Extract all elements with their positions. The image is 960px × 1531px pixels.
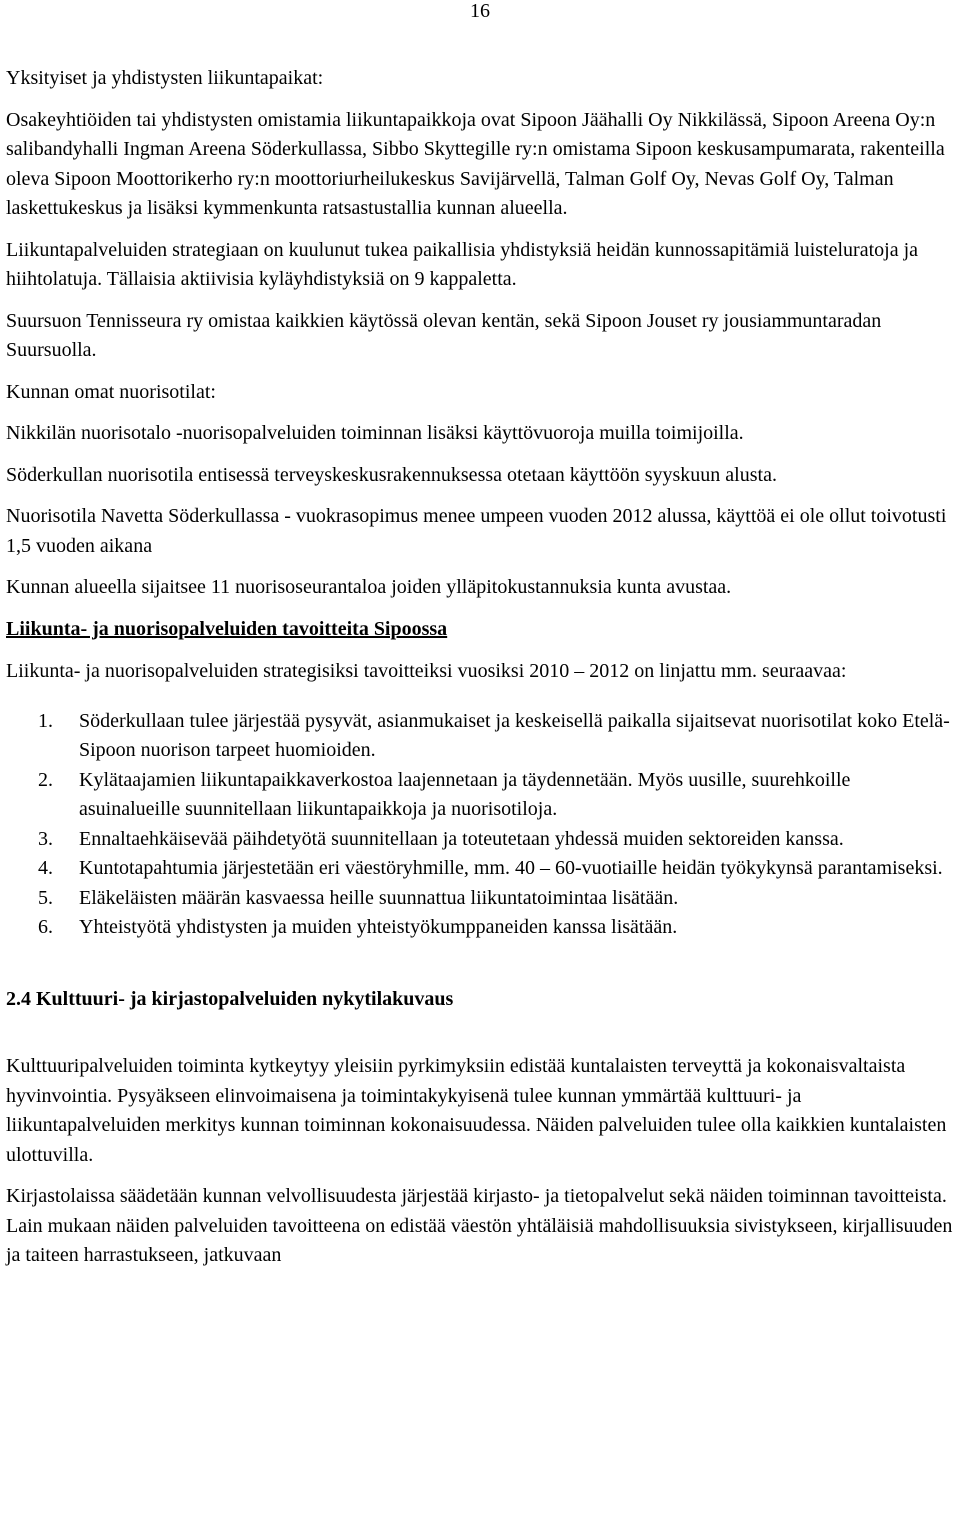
goal-item [6, 884, 954, 914]
goal-number: 6. [38, 916, 53, 938]
goal-number: 4. [38, 857, 53, 879]
paragraph-navetta-youth-space: Nuorisotila Navetta Söderkullassa - vuokrasopimus menee umpeen vuoden 2012 alussa, käyttöä ei ole ollut toivotusti 1,5 vuoden aikana [6, 505, 947, 557]
goal-text: Kuntotapahtumia järjestetään eri väestöryhmille, mm. 40 – 60-vuotiaille heidän työkykynsä parantamiseksi. [79, 857, 943, 879]
goal-item [6, 707, 954, 766]
goal-item [6, 854, 954, 884]
page-number: 16 [470, 0, 490, 22]
section-heading-culture-library: 2.4 Kulttuuri- ja kirjastopalveluiden nykytilakuvaus [6, 987, 454, 1010]
goal-text: Söderkullaan tulee järjestää pysyvät, asianmukaiset ja keskeisellä paikalla sijaitsevat nuorisotilat koko Etelä-Sipoon nuorison tarpeet huomioiden. [79, 709, 950, 761]
goal-item [6, 913, 954, 943]
heading-private-sports-venues: Yksityiset ja yhdistysten liikuntapaikat: [6, 67, 324, 89]
goal-text: Ennaltaehkäisevää päihdetyötä suunnitellaan ja toteutetaan yhdessä muiden sektoreiden kanssa. [79, 827, 844, 850]
paragraph-library-law: Kirjastolaissa säädetään kunnan velvollisuudesta järjestää kirjasto- ja tietopalvelut sekä näiden toiminnan tavoitteista. Lain mukaan näiden palveluiden tavoitteena on edistää väestön yhtäläisiä mahdollisuuksia sivistykseen, kirjallisuuden ja taiteen harrastukseen, jatkuvaan [6, 1185, 953, 1266]
goal-item [6, 766, 954, 825]
goal-number: 3. [38, 827, 53, 850]
heading-youth-facilities: Kunnan omat nuorisotilat: [6, 380, 216, 403]
paragraph-soderkulla-youth-space: Söderkullan nuorisotila entisessä terveyskeskusrakennuksessa otetaan käyttöön syyskuun alusta. [6, 463, 777, 486]
paragraph-culture-services: Kulttuuripalveluiden toiminta kytkeytyy yleisiin pyrkimyksiin edistää kuntalaisten terveyttä ja kokonaisvaltaista hyvinvointia. Pysyäkseen elinvoimaisena ja toimintakykyisenä tulee kunnan ymmärtää kulttuuri- ja liikuntapalveluiden merkitys kunnan toiminnan kokonaisuudessa. Näiden palveluiden tulee olla kaikkien kuntalaisten ulottuvilla. [6, 1055, 947, 1166]
goals-list [6, 707, 954, 943]
page-content [6, 64, 954, 1283]
paragraph-nikkila-youth-house: Nikkilän nuorisotalo -nuorisopalveluiden toiminnan lisäksi käyttövuoroja muilla toimijoilla. [6, 422, 744, 444]
goal-text: Eläkeläisten määrän kasvaessa heille suunnattua liikuntatoimintaa lisätään. [79, 886, 679, 909]
goals-intro: Liikunta- ja nuorisopalveluiden strategisiksi tavoitteiksi vuosiksi 2010 – 2012 on linjattu mm. seuraavaa: [6, 660, 847, 682]
paragraph-company-venues: Osakeyhtiöiden tai yhdistysten omistamia liikuntapaikkoja ovat Sipoon Jäähalli Oy Nikkilässä, Sipoon Areena Oy:n salibandyhalli Ingman Areena Söderkullassa, Sibbo Skyttegille ry:n omistama Sipoon keskusampumarata, rakenteilla oleva Sipoon Moottorikerho ry:n moottoriurheilukeskus Savijärvellä, Talman Golf Oy, Nevas Golf Oy, Talman laskettukeskus ja lisäksi kymmenkunta ratsastustallia kunnan alueella. [6, 108, 945, 219]
goal-number: 2. [38, 768, 53, 791]
goal-number: 1. [38, 709, 53, 732]
paragraph-strategy-support: Liikuntapalveluiden strategiaan on kuulunut tukea paikallisia yhdistyksiä heidän kunnossapitämiä luisteluratoja ja hiihtolatuja. Tällaisia aktiivisia kyläyhdistyksiä on 9 kappaletta. [6, 238, 919, 290]
goal-text: Yhteistyötä yhdistysten ja muiden yhteistyökumppaneiden kanssa lisätään. [79, 916, 678, 938]
goal-text: Kylätaajamien liikuntapaikkaverkostoa laajennetaan ja täydennetään. Myös uusille, suurehkoille asuinalueille suunnitellaan liikuntapaikkoja ja nuorisotiloja. [79, 768, 851, 820]
goal-item [6, 825, 954, 855]
paragraph-tennis-archery: Suursuon Tennisseura ry omistaa kaikkien käytössä olevan kentän, sekä Sipoon Jouset ry jousiammuntaradan Suursuolla. [6, 309, 882, 361]
goals-heading: Liikunta- ja nuorisopalveluiden tavoitteita Sipoossa [6, 617, 448, 640]
paragraph-youth-associations: Kunnan alueella sijaitsee 11 nuorisoseurantaloa joiden ylläpitokustannuksia kunta avustaa. [6, 576, 732, 598]
goal-number: 5. [38, 886, 53, 909]
